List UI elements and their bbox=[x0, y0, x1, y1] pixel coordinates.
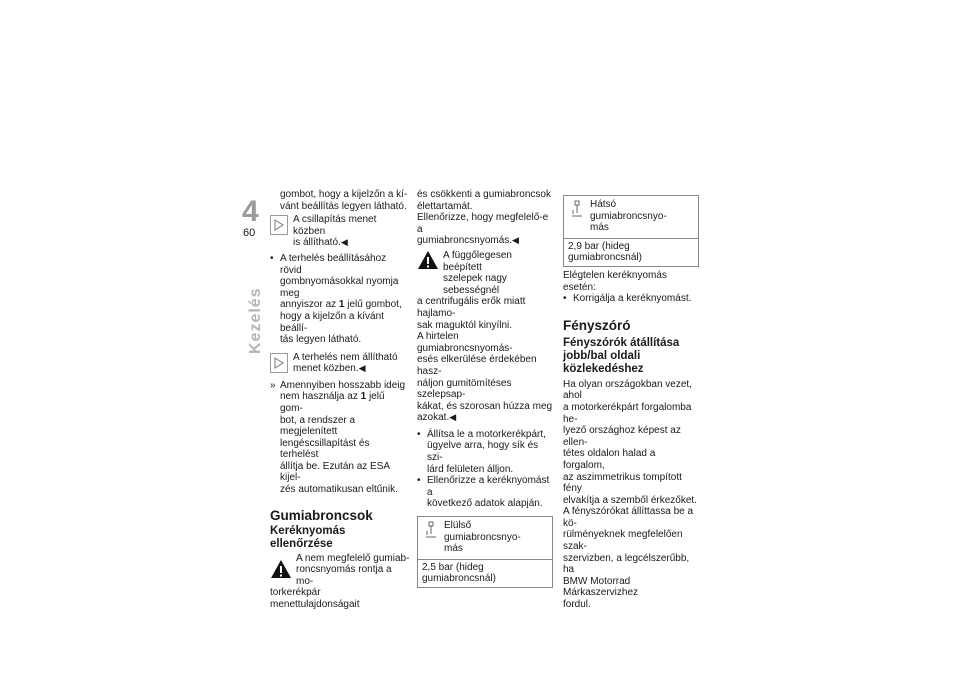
paragraph bbox=[563, 379, 699, 611]
tire-pressure-icon bbox=[570, 200, 584, 218]
text-line: a centrifugális erők miatt hajlamo- bbox=[417, 296, 526, 319]
text-line: az aszimmetrikus tompított fény bbox=[563, 471, 682, 495]
section-title: Gumiabroncsok bbox=[270, 507, 373, 523]
result-item bbox=[270, 380, 410, 496]
end-mark-icon: ◀ bbox=[340, 237, 348, 248]
text-line: tétes oldalon halad a forgalom, bbox=[563, 448, 656, 471]
warning-note bbox=[417, 250, 553, 424]
text-line: lengéscsillapítást és terhelést bbox=[280, 437, 370, 461]
text-line: más bbox=[590, 222, 609, 234]
note-text: A csillapítás menet közben bbox=[293, 214, 377, 237]
text-line: bot, a rendszer a megjelenített bbox=[280, 414, 356, 438]
text-line: szervizben, a legcélszerűbb, ha bbox=[563, 552, 690, 576]
info-note bbox=[270, 214, 410, 249]
text-line: A függőlegesen beépített bbox=[443, 249, 512, 273]
text-line: más bbox=[444, 543, 463, 555]
text-line: vánt beállítás legyen látható. bbox=[280, 200, 407, 212]
text-line: annyiszor az 1 jelű gombot, bbox=[280, 299, 402, 311]
text-line: nem használja az 1 jelű gom- bbox=[280, 391, 385, 414]
text-line: A hirtelen gumiabroncsnyomás- bbox=[417, 331, 513, 354]
tire-pressure-icon bbox=[424, 521, 438, 539]
text-line: roncsnyomás rontja a mo- bbox=[296, 564, 392, 587]
end-mark-icon: ◀ bbox=[512, 235, 519, 246]
column-1 bbox=[270, 189, 410, 611]
warning-icon bbox=[417, 250, 439, 270]
spec-box-front bbox=[417, 516, 553, 588]
text-line: Hátsó gumiabroncsnyo- bbox=[590, 199, 667, 222]
text-line: fordul. bbox=[563, 599, 591, 611]
section-title: Fényszóró bbox=[563, 317, 631, 333]
note-text: menet közben.◀ bbox=[293, 363, 366, 375]
text-line: Elülső gumiabroncsnyo- bbox=[444, 520, 521, 543]
spec-box-rear bbox=[563, 195, 699, 267]
text-line: és csökkenti a gumiabroncsok bbox=[417, 189, 551, 200]
text-line: » Amennyiben hosszabb ideig bbox=[280, 379, 406, 391]
spec-value: 2,5 bar (hideg gumiabroncsnál) bbox=[422, 561, 496, 585]
spec-value: 2,9 bar (hideg gumiabroncsnál) bbox=[568, 240, 642, 264]
text-line: • Korrigálja a keréknyomást. bbox=[573, 293, 692, 305]
list-item bbox=[417, 475, 553, 510]
subsection-title: Keréknyomás ellenőrzése bbox=[270, 524, 346, 550]
list-item bbox=[417, 429, 553, 475]
page-number: 60 bbox=[243, 227, 256, 239]
subsection-title: Fényszórók átállítása jobb/bal oldali közlekedéshez bbox=[563, 336, 680, 375]
text-line: kákat, és szorosan húzza meg bbox=[417, 400, 553, 412]
end-mark-icon: ◀ bbox=[358, 363, 366, 374]
text-line: • Ellenőrizze a keréknyomást a bbox=[427, 475, 550, 498]
text-line: lyező országhoz képest az ellen- bbox=[563, 425, 681, 448]
text-line: következő adatok alapján. bbox=[427, 498, 543, 510]
spec-label bbox=[418, 517, 552, 560]
note-text: A terhelés nem állítható bbox=[293, 351, 398, 363]
column-2 bbox=[417, 189, 553, 588]
text-line: sak maguktól kinyílni. bbox=[417, 319, 513, 331]
text-line: náljon gumitömítéses szelepsap- bbox=[417, 377, 512, 401]
text-line: • A terhelés beállításához rövid bbox=[280, 252, 387, 276]
text-line: élettartamát. bbox=[417, 200, 473, 212]
spec-label bbox=[564, 196, 698, 239]
warning-note bbox=[270, 553, 410, 611]
text-line: állítja be. Ezután az ESA kijel- bbox=[280, 460, 390, 484]
chapter-number: 4 bbox=[242, 195, 259, 228]
list-item bbox=[563, 293, 699, 305]
note-icon bbox=[270, 353, 288, 373]
text-line: ügyelve arra, hogy sík és szi- bbox=[427, 440, 539, 464]
text-line: esés elkerülése érdekében hasz- bbox=[417, 354, 537, 377]
text-line: szelepek nagy sebességnél bbox=[443, 273, 507, 296]
note-text: is állítható.◀ bbox=[293, 237, 348, 249]
end-mark-icon: ◀ bbox=[449, 412, 457, 423]
text-line: a motorkerékpárt forgalomba he- bbox=[563, 401, 692, 425]
text-line: elvakítja a szemből érkezőket. bbox=[563, 494, 697, 506]
chapter-title: Kezelés bbox=[247, 287, 264, 354]
text-line: Ellenőrizze, hogy megfelelő-e a bbox=[417, 212, 549, 235]
text-line: A fényszórókat állíttassa be a kö- bbox=[563, 506, 694, 529]
text-line: torkerékpár menettulajdonságait bbox=[270, 587, 360, 611]
warning-icon bbox=[270, 559, 292, 579]
text-line: Elégtelen keréknyomás esetén: bbox=[563, 269, 667, 293]
text-line: • Állítsa le a motorkerékpárt, bbox=[427, 428, 546, 440]
text-line: gumiabroncsnyomás.◀ bbox=[417, 235, 519, 247]
info-note bbox=[270, 352, 410, 376]
text-line: gombot, hogy a kijelzőn a kí- bbox=[280, 189, 408, 200]
text-line: Ha olyan országokban vezet, ahol bbox=[563, 378, 692, 402]
text-line: azokat.◀ bbox=[417, 412, 457, 424]
text-line: BMW Motorrad Márkaszervizhez bbox=[563, 575, 639, 599]
text-line: lárd felületen álljon. bbox=[427, 463, 514, 475]
text-line: gombnyomásokkal nyomja meg bbox=[280, 276, 399, 299]
note-icon bbox=[270, 215, 288, 235]
text-line: zés automatikusan eltűnik. bbox=[280, 484, 398, 496]
list-item bbox=[270, 253, 410, 346]
text-line: tás legyen látható. bbox=[280, 334, 362, 346]
text-line: hogy a kijelzőn a kívánt beállí- bbox=[280, 310, 384, 334]
text-line: A nem megfelelő gumiab- bbox=[296, 552, 410, 564]
text-line: rülményeknek megfelelően szak- bbox=[563, 529, 683, 553]
column-3 bbox=[563, 195, 699, 611]
